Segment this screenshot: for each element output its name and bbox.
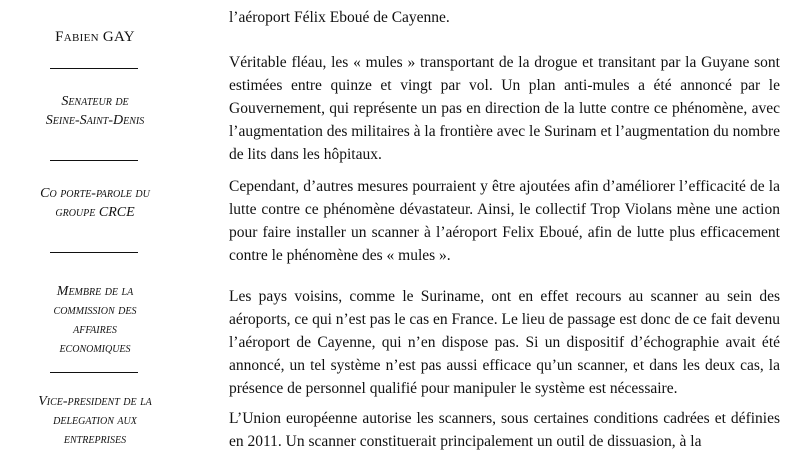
divider	[50, 160, 138, 161]
role-line: commission des	[53, 303, 137, 318]
paragraph: Véritable fléau, les « mules » transportant de la drogue et transitant par la Guyane sont estimées entre quinze et vingt par vol. Un plan anti-mules a été annoncé par le Gouvernement, qui représente un pas en direction de la lutte contre ce phénomène, avec l’augmentation des militaires à la frontière avec le Surinam et l’augmentation du nombre de lits dans les hôpitaux.	[229, 54, 780, 163]
sender-first-name: Fabien	[55, 29, 99, 45]
sender-name	[0, 28, 190, 46]
role-line: Co porte-parole du	[40, 186, 150, 201]
role-delegation	[0, 392, 190, 449]
role-line: Membre de la	[56, 284, 134, 299]
divider	[50, 252, 138, 253]
paragraph: Les pays voisins, comme le Suriname, ont en effet recours au scanner au sein des aéroports, ce qui n’est pas le cas en France. Le lieu de passage est donc de ce fait devenu l’aéroport de Cayenne, qui n’en dispose pas. Si un dispositif d’échographie avait été annoncé, un tel système n’est pas aussi efficace qu’un scanner, et dans les deux cas, la présence de personnel qualifié pour manipuler le système est nécessaire.	[229, 288, 780, 397]
letter-body	[229, 0, 780, 450]
role-commission	[0, 282, 190, 358]
paragraph: Cependant, d’autres mesures pourraient y être ajoutées afin d’améliorer l’efficacité de la lutte contre ce phénomène dévastateur. Ainsi, le collectif Trop Violans mène une action pour faire installer un scanner à l’aéroport Felix Eboué, afin de lutte plus efficacement contre le phénomène des « mules ».	[229, 178, 780, 264]
role-line: Senateur de	[61, 94, 129, 109]
role-line: affaires	[73, 322, 117, 337]
role-line: delegation aux	[53, 413, 137, 428]
role-line: Seine-Saint-Denis	[45, 113, 145, 128]
role-line: Vice-president de la	[38, 394, 152, 409]
paragraph-fragment: l’aéroport Félix Eboué de Cayenne.	[229, 9, 450, 26]
divider	[50, 372, 138, 373]
role-spokesperson	[0, 184, 190, 222]
role-line: entreprises	[63, 432, 127, 447]
role-senator	[0, 92, 190, 130]
sender-last-name: GAY	[102, 29, 135, 45]
divider	[50, 68, 138, 69]
role-line: groupe CRCE	[55, 205, 135, 220]
sender-sidebar	[0, 0, 190, 450]
role-line: economiques	[59, 341, 131, 356]
paragraph: L’Union européenne autorise les scanners, sous certaines conditions cadrées et définies en 2011. Un scanner constituerait principalement un outil de dissuasion, à la	[229, 410, 780, 450]
